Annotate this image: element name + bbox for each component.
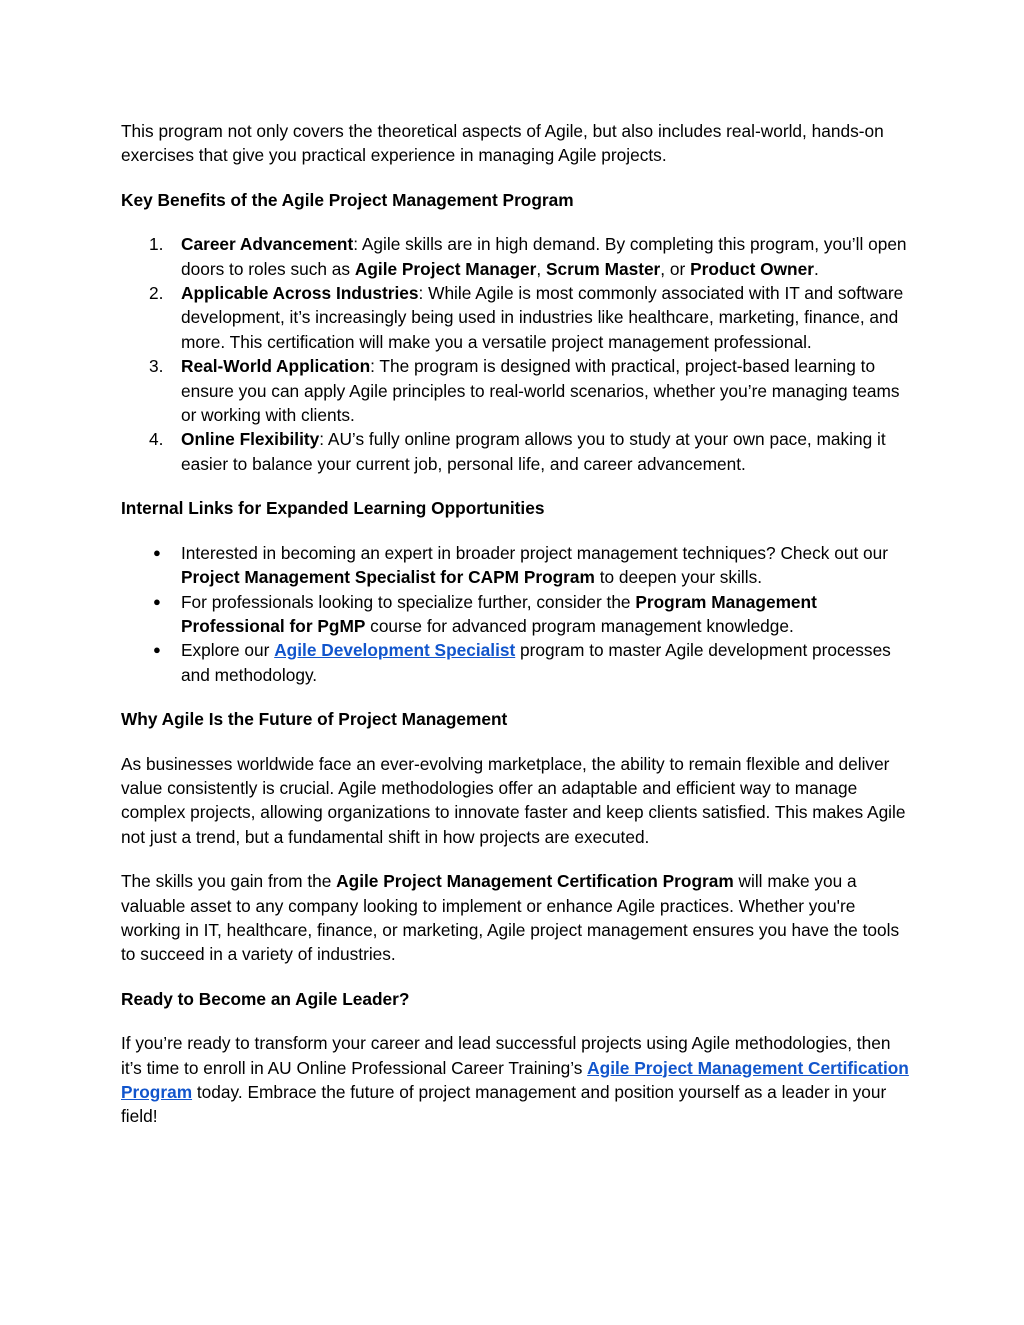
links-heading: Internal Links for Expanded Learning Opportunities [121,498,545,519]
future-heading: Why Agile Is the Future of Project Management [121,709,508,730]
link-item-text: For professionals looking to specialize further, consider the [181,591,636,612]
agile-pm-certification-link[interactable]: Agile Project Management Certification Program [121,1057,909,1102]
benefits-heading: Key Benefits of the Agile Project Management Program [121,189,574,210]
paragraph-text: If you’re ready to transform your career and lead successful projects using Agile methodologies, then it’s time to enroll in AU Online Professional Career Training’s [121,1033,891,1078]
paragraph-text: will make you a valuable asset to any company looking to implement or enhance Agile practices. Whether you're working in IT, healthcare, finance, or marketing, Agile project management ensures you have the tools to succeed in a variety of industries. [121,871,900,965]
program-name: Program Management Professional for PgMP [181,591,817,636]
benefit-item [121,354,911,427]
link-item-text: Interested in becoming an expert in broader project management techniques? Check out our [181,542,889,563]
benefit-item [121,232,911,281]
list-number: 4. [149,429,164,450]
separator-text: . [813,258,819,279]
links-list [121,541,911,687]
separator-text: , or [660,258,691,279]
role-name: Product Owner [690,258,814,279]
role-name: Agile Project Manager [354,258,537,279]
benefit-title: Online Flexibility [181,429,320,450]
bullet-icon: ● [153,593,161,609]
benefit-text: : The program is designed with practical, project-based learning to ensure you can apply Agile principles to real-world scenarios, whether you’re managing teams or working with clients. [181,356,900,426]
program-name: Agile Project Management Certification Program [336,871,734,892]
link-item [121,590,911,639]
future-paragraph: As businesses worldwide face an ever-evolving marketplace, the ability to remain flexible and deliver value consistently is crucial. Agile methodologies offer an adaptable and efficient way to manage complex projects, allowing organizations to innovate faster and keep clients satisfied. This makes Agile not just a trend, but a fundamental shift in how projects are executed. [121,753,906,847]
cta-heading: Ready to Become an Agile Leader? [121,988,410,1009]
benefit-title: Real-World Application [181,356,371,377]
bullet-icon: ● [153,642,161,658]
link-item-text: program to master Agile development processes and methodology. [181,640,891,685]
agile-development-specialist-link[interactable]: Agile Development Specialist [274,640,516,661]
benefit-title: Applicable Across Industries [181,283,419,304]
list-number: 1. [149,234,164,255]
paragraph-text: today. Embrace the future of project management and position yourself as a leader in your field! [121,1082,887,1127]
benefit-text: : While Agile is most commonly associated with IT and software development, it’s increasingly being used in industries like healthcare, marketing, finance, and more. This certification will make you a versatile project management professional. [181,283,904,352]
benefit-item [121,281,911,354]
paragraph-text: The skills you gain from the [121,871,337,892]
list-number: 3. [149,356,164,377]
link-item-text: Explore our [181,640,275,661]
link-item [121,541,911,590]
benefit-text: : Agile skills are in high demand. By completing this program, you’ll open doors to roles such as [181,234,907,279]
link-item-text: course for advanced program management knowledge. [365,615,794,636]
skills-paragraph [121,869,911,967]
benefit-title: Career Advancement [181,234,354,255]
document-page [121,119,911,1129]
program-name: Project Management Specialist for CAPM Program [181,567,595,588]
link-item [121,638,911,687]
link-item-text: to deepen your skills. [594,567,763,588]
role-name: Scrum Master [545,258,661,279]
benefit-text: : AU’s fully online program allows you to study at your own pace, making it easier to balance your current job, personal life, and career advancement. [181,429,886,474]
list-number: 2. [149,283,164,304]
bullet-icon: ● [153,544,161,560]
benefits-list [121,232,911,476]
benefit-item [121,427,911,476]
intro-paragraph: This program not only covers the theoretical aspects of Agile, but also includes real-world, hands-on exercises that give you practical experience in managing Agile projects. [121,121,884,166]
cta-paragraph [121,1031,911,1129]
separator-text: , [536,258,546,279]
